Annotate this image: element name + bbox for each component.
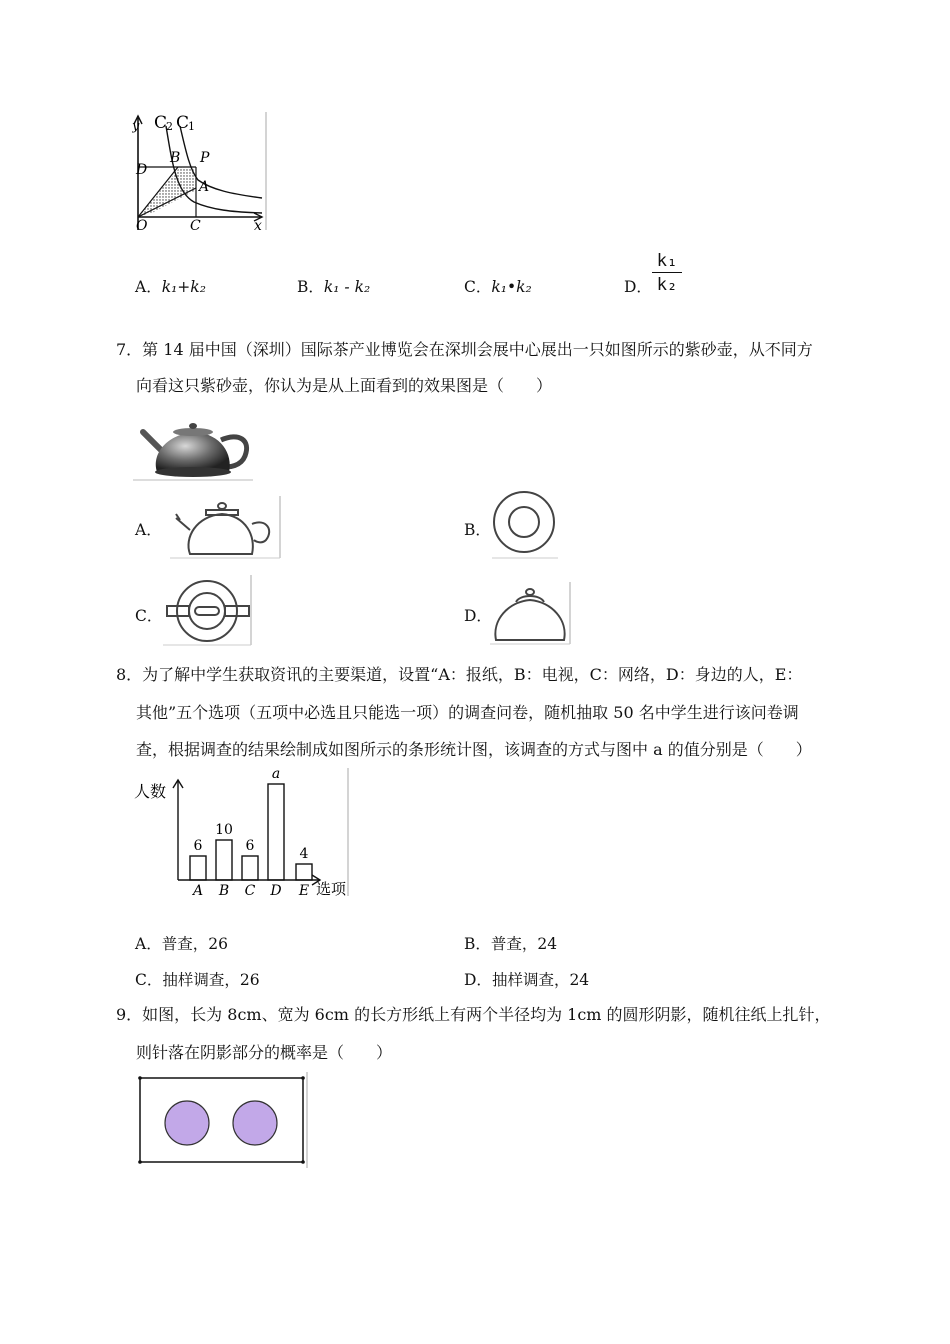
graph-label-d: D <box>136 162 148 178</box>
q7-option-a[interactable] <box>135 519 162 541</box>
bar-value-label-A: 6 <box>193 838 203 854</box>
chart-x-label: 选项 <box>316 880 347 898</box>
bar-D <box>268 784 284 880</box>
q6-option-d[interactable] <box>624 276 652 298</box>
q8-option-b-text: 普查，24 <box>490 935 558 953</box>
bar-value-label-C: 6 <box>245 838 255 854</box>
q8-option-a-letter: A． <box>135 935 162 953</box>
bar-category-label-B: B <box>218 883 230 899</box>
bar-category-label-A: A <box>192 883 204 899</box>
q7-option-b-figure[interactable] <box>492 490 560 560</box>
q9-text-line2: 则针落在阴影部分的概率是（ ） <box>136 1043 393 1062</box>
graph-label-c1: C <box>176 113 190 133</box>
q6-option-a[interactable] <box>135 276 206 298</box>
q7-option-c-figure[interactable] <box>163 575 255 647</box>
q8-option-d[interactable] <box>464 969 589 991</box>
graph-label-c: C <box>190 218 201 234</box>
fraction-numerator: k₁ <box>656 251 678 271</box>
bar-A <box>190 856 206 880</box>
q8-option-d-text: 抽样调查，24 <box>491 971 590 989</box>
graph-label-a: A <box>199 179 210 195</box>
bar-value-label-B: 10 <box>215 822 233 838</box>
q7-option-b[interactable] <box>464 519 491 541</box>
q6-option-d-fraction <box>652 250 682 297</box>
q7-option-a-figure[interactable] <box>170 496 282 560</box>
q6-option-b-letter: B． <box>297 278 324 296</box>
q7-text-line1: 7．第 14 届中国（深圳）国际茶产业博览会在深圳会展中心展出一只如图所示的紫砂壶，从不同方 <box>116 340 813 359</box>
q8-text-line2: 其他”五个选项（五项中必选且只能选一项）的调查问卷，随机抽取 50 名中学生进行该问卷调 <box>136 703 799 722</box>
bar-category-label-E: E <box>298 883 310 899</box>
fraction-denominator: k₂ <box>652 272 682 297</box>
q7-text-line2: 向看这只紫砂壶，你认为是从上面看到的效果图是（ ） <box>136 376 553 395</box>
q6-option-b[interactable] <box>297 276 370 298</box>
q8-option-a[interactable] <box>135 933 228 955</box>
bar-E <box>296 864 312 880</box>
teapot-photo <box>133 410 255 482</box>
q8-option-c[interactable] <box>135 969 260 991</box>
shaded-circle-2 <box>233 1101 277 1145</box>
rectangle-figure <box>133 1072 311 1168</box>
graph-label-x: x <box>254 218 262 234</box>
graph-label-b: B <box>170 150 181 166</box>
bar-chart <box>132 766 354 900</box>
q6-option-b-text: k₁ - k₂ <box>323 278 371 296</box>
q7-option-d[interactable] <box>464 605 492 627</box>
q8-option-b[interactable] <box>464 933 557 955</box>
q6-option-a-text: k₁+k₂ <box>161 278 206 296</box>
q6-option-c-letter: C． <box>464 278 492 296</box>
q8-option-c-letter: C． <box>135 971 163 989</box>
shaded-circle-1 <box>165 1101 209 1145</box>
q6-option-d-letter: D． <box>624 278 652 296</box>
q8-text-line3: 查，根据调查的结果绘制成如图所示的条形统计图，该调查的方式与图中 a 的值分别是（ ） <box>136 740 812 759</box>
graph-label-c2-sub: 2 <box>166 120 173 133</box>
q7-option-c-letter: C． <box>135 607 163 625</box>
q7-option-a-letter: A． <box>135 521 162 539</box>
graph-label-c1-sub: 1 <box>188 120 195 133</box>
bar-category-label-C: C <box>244 883 256 899</box>
q7-option-b-letter: B． <box>464 521 491 539</box>
graph-label-p: P <box>200 150 210 166</box>
q9-text-line1: 9．如图，长为 8cm、宽为 6cm 的长方形纸上有两个半径均为 1cm 的圆形阴影，随机往纸上扎针， <box>116 1005 831 1024</box>
chart-y-label: 人数 <box>134 782 167 801</box>
bar-category-label-D: D <box>270 883 282 899</box>
q7-option-d-letter: D． <box>464 607 492 625</box>
bar-B <box>216 840 232 880</box>
graph-label-y: y <box>132 119 140 134</box>
hyperbola-graph <box>132 112 268 234</box>
q6-option-a-letter: A． <box>135 278 162 296</box>
bar-C <box>242 856 258 880</box>
q8-option-a-text: 普查，26 <box>161 935 228 953</box>
q7-option-d-figure[interactable] <box>490 582 574 646</box>
q8-text-line1: 8．为了解中学生获取资讯的主要渠道，设置“A：报纸，B：电视，C：网络，D：身边的人，E： <box>116 665 803 684</box>
q8-option-b-letter: B． <box>464 935 491 953</box>
bar-value-label-E: 4 <box>299 846 309 862</box>
paper-rectangle <box>140 1078 303 1162</box>
q8-option-c-text: 抽样调查，26 <box>162 971 260 989</box>
q6-option-c-text: k₁•k₂ <box>491 278 532 296</box>
q7-option-c[interactable] <box>135 605 162 627</box>
graph-label-o: O <box>136 218 148 234</box>
graph-label-c2: C <box>154 113 168 133</box>
bar-value-label-D: a <box>271 766 281 782</box>
q6-option-c[interactable] <box>464 276 532 298</box>
q8-option-d-letter: D． <box>464 971 492 989</box>
